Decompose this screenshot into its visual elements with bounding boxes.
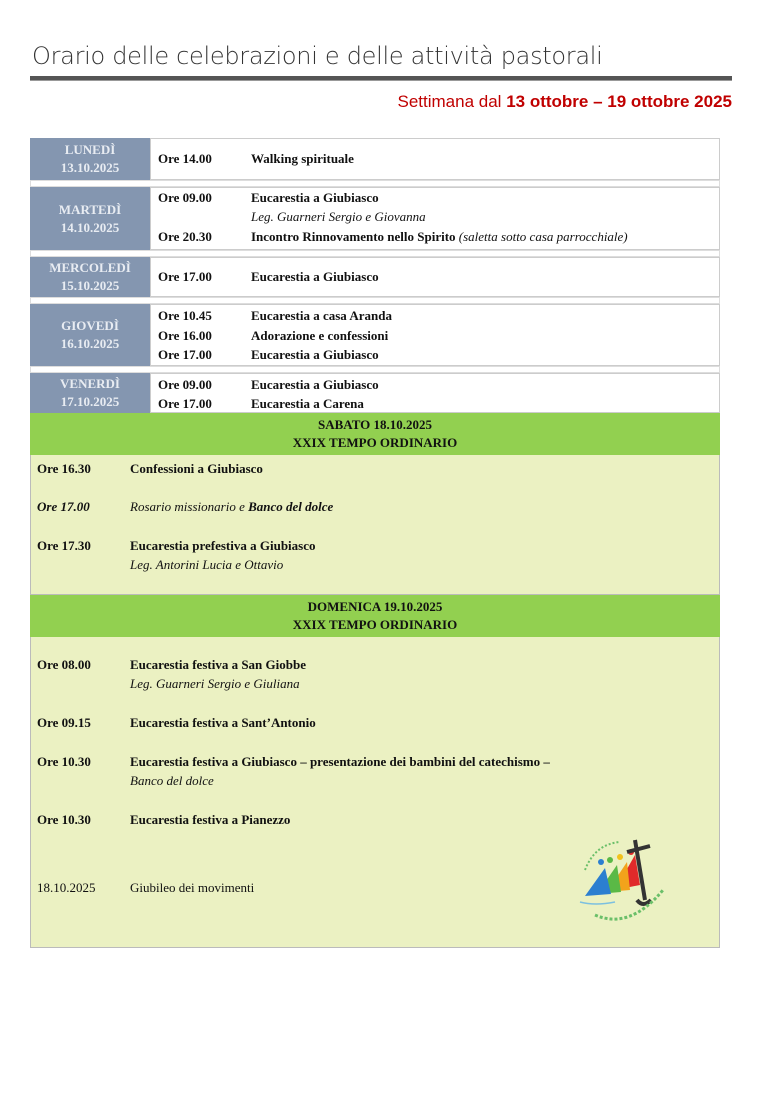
event-activity: Eucarestia festiva a San Giobbe: [130, 657, 306, 672]
day-name: GIOVEDÌ: [61, 318, 119, 333]
event-activity: Eucarestia a casa Aranda: [251, 308, 392, 323]
title-divider: [30, 76, 732, 81]
event-activity: Adorazione e confessioni: [251, 328, 389, 343]
event-time: Ore 17.30: [37, 538, 91, 553]
wednesday-row: [150, 257, 720, 297]
event-activity: Eucarestia a Giubiasco: [251, 377, 379, 392]
event-note: Leg. Antorini Lucia e Ottavio: [130, 557, 284, 572]
day-date: 14.10.2025: [60, 219, 120, 235]
event-time: Ore 16.30: [37, 461, 91, 476]
spacer: [30, 297, 720, 304]
wednesday-day-cell: [30, 257, 150, 297]
saturday-header: [30, 413, 720, 455]
event-activity: Giubileo dei movimenti: [130, 880, 255, 895]
event-time: Ore 09.00: [158, 190, 212, 205]
event-time: Ore 17.00: [158, 347, 212, 362]
liturgical-season: XXIX TEMPO ORDINARIO: [292, 617, 458, 632]
monday-day-cell: [30, 138, 150, 180]
event-note: Leg. Guarneri Sergio e Giovanna: [251, 209, 426, 224]
day-date: 13.10.2025: [60, 160, 120, 175]
event-time: Ore 16.00: [158, 328, 212, 343]
day-date: 17.10.2025: [60, 394, 120, 409]
event-activity: Eucarestia a Carena: [251, 396, 364, 411]
event-activity: Rosario missionario e: [130, 499, 249, 514]
page-title: Orario delle celebrazioni e delle attività pastorali: [32, 42, 603, 70]
thursday-row: [150, 304, 720, 366]
event-activity: Eucarestia festiva a Pianezzo: [130, 812, 291, 827]
day-date: 15.10.2025: [60, 278, 120, 293]
event-location-note: (saletta sotto casa parrocchiale): [458, 229, 628, 244]
event-time: Ore 09.15: [37, 715, 91, 730]
event-time: Ore 10.45: [158, 308, 212, 323]
event-activity: Eucarestia festiva a Giubiasco – presentazione dei bambini del catechismo –: [130, 754, 550, 769]
event-time: Ore 17.00: [37, 499, 90, 514]
day-name: LUNEDÌ: [64, 142, 116, 157]
day-date: 16.10.2025: [60, 336, 120, 351]
week-prefix: Settimana dal: [397, 92, 507, 111]
event-note: Leg. Guarneri Sergio e Giuliana: [130, 676, 300, 691]
event-activity: Confessioni a Giubiasco: [130, 461, 263, 476]
jubilee-logo-icon: [575, 830, 675, 930]
event-activity: Eucarestia festiva a Sant’Antonio: [130, 715, 316, 730]
day-name: MARTEDÌ: [58, 201, 122, 217]
week-range: [398, 92, 733, 112]
thursday-day-cell: [30, 304, 150, 366]
saturday-title: SABATO 18.10.2025: [317, 417, 432, 432]
event-time: Ore 10.30: [37, 754, 91, 769]
spacer: [30, 366, 720, 373]
liturgical-season: XXIX TEMPO ORDINARIO: [292, 435, 458, 450]
week-dates: 13 ottobre – 19 ottobre 2025: [506, 92, 732, 111]
event-date: 18.10.2025: [37, 880, 96, 895]
event-activity: Eucarestia a Giubiasco: [251, 269, 379, 284]
event-activity: Walking spirituale: [251, 151, 354, 166]
day-name: MERCOLEDÌ: [49, 260, 131, 275]
event-note: Banco del dolce: [130, 773, 214, 788]
event-time: Ore 10.30: [37, 812, 91, 827]
sunday-title: DOMENICA 19.10.2025: [307, 599, 443, 614]
event-highlight: Banco del dolce: [248, 499, 334, 514]
sunday-header: [30, 595, 720, 637]
event-time: Ore 20.30: [158, 229, 212, 244]
friday-row: [150, 373, 720, 413]
event-time: Ore 14.00: [158, 151, 212, 166]
event-time: Ore 08.00: [37, 657, 91, 672]
event-time: Ore 09.00: [158, 377, 212, 392]
monday-row: [150, 138, 720, 180]
spacer: [30, 250, 720, 257]
event-activity: Eucarestia prefestiva a Giubiasco: [130, 538, 316, 553]
event-time: Ore 17.00: [158, 396, 212, 411]
friday-day-cell: [30, 373, 150, 413]
event-activity: Eucarestia a Giubiasco: [251, 347, 379, 362]
spacer: [30, 180, 720, 187]
event-time: Ore 17.00: [158, 269, 212, 284]
event-activity: Incontro Rinnovamento nello Spirito: [251, 229, 456, 244]
event-activity: Eucarestia a Giubiasco: [251, 190, 379, 205]
day-name: VENERDÌ: [60, 376, 120, 391]
tuesday-day-cell: [30, 187, 150, 250]
